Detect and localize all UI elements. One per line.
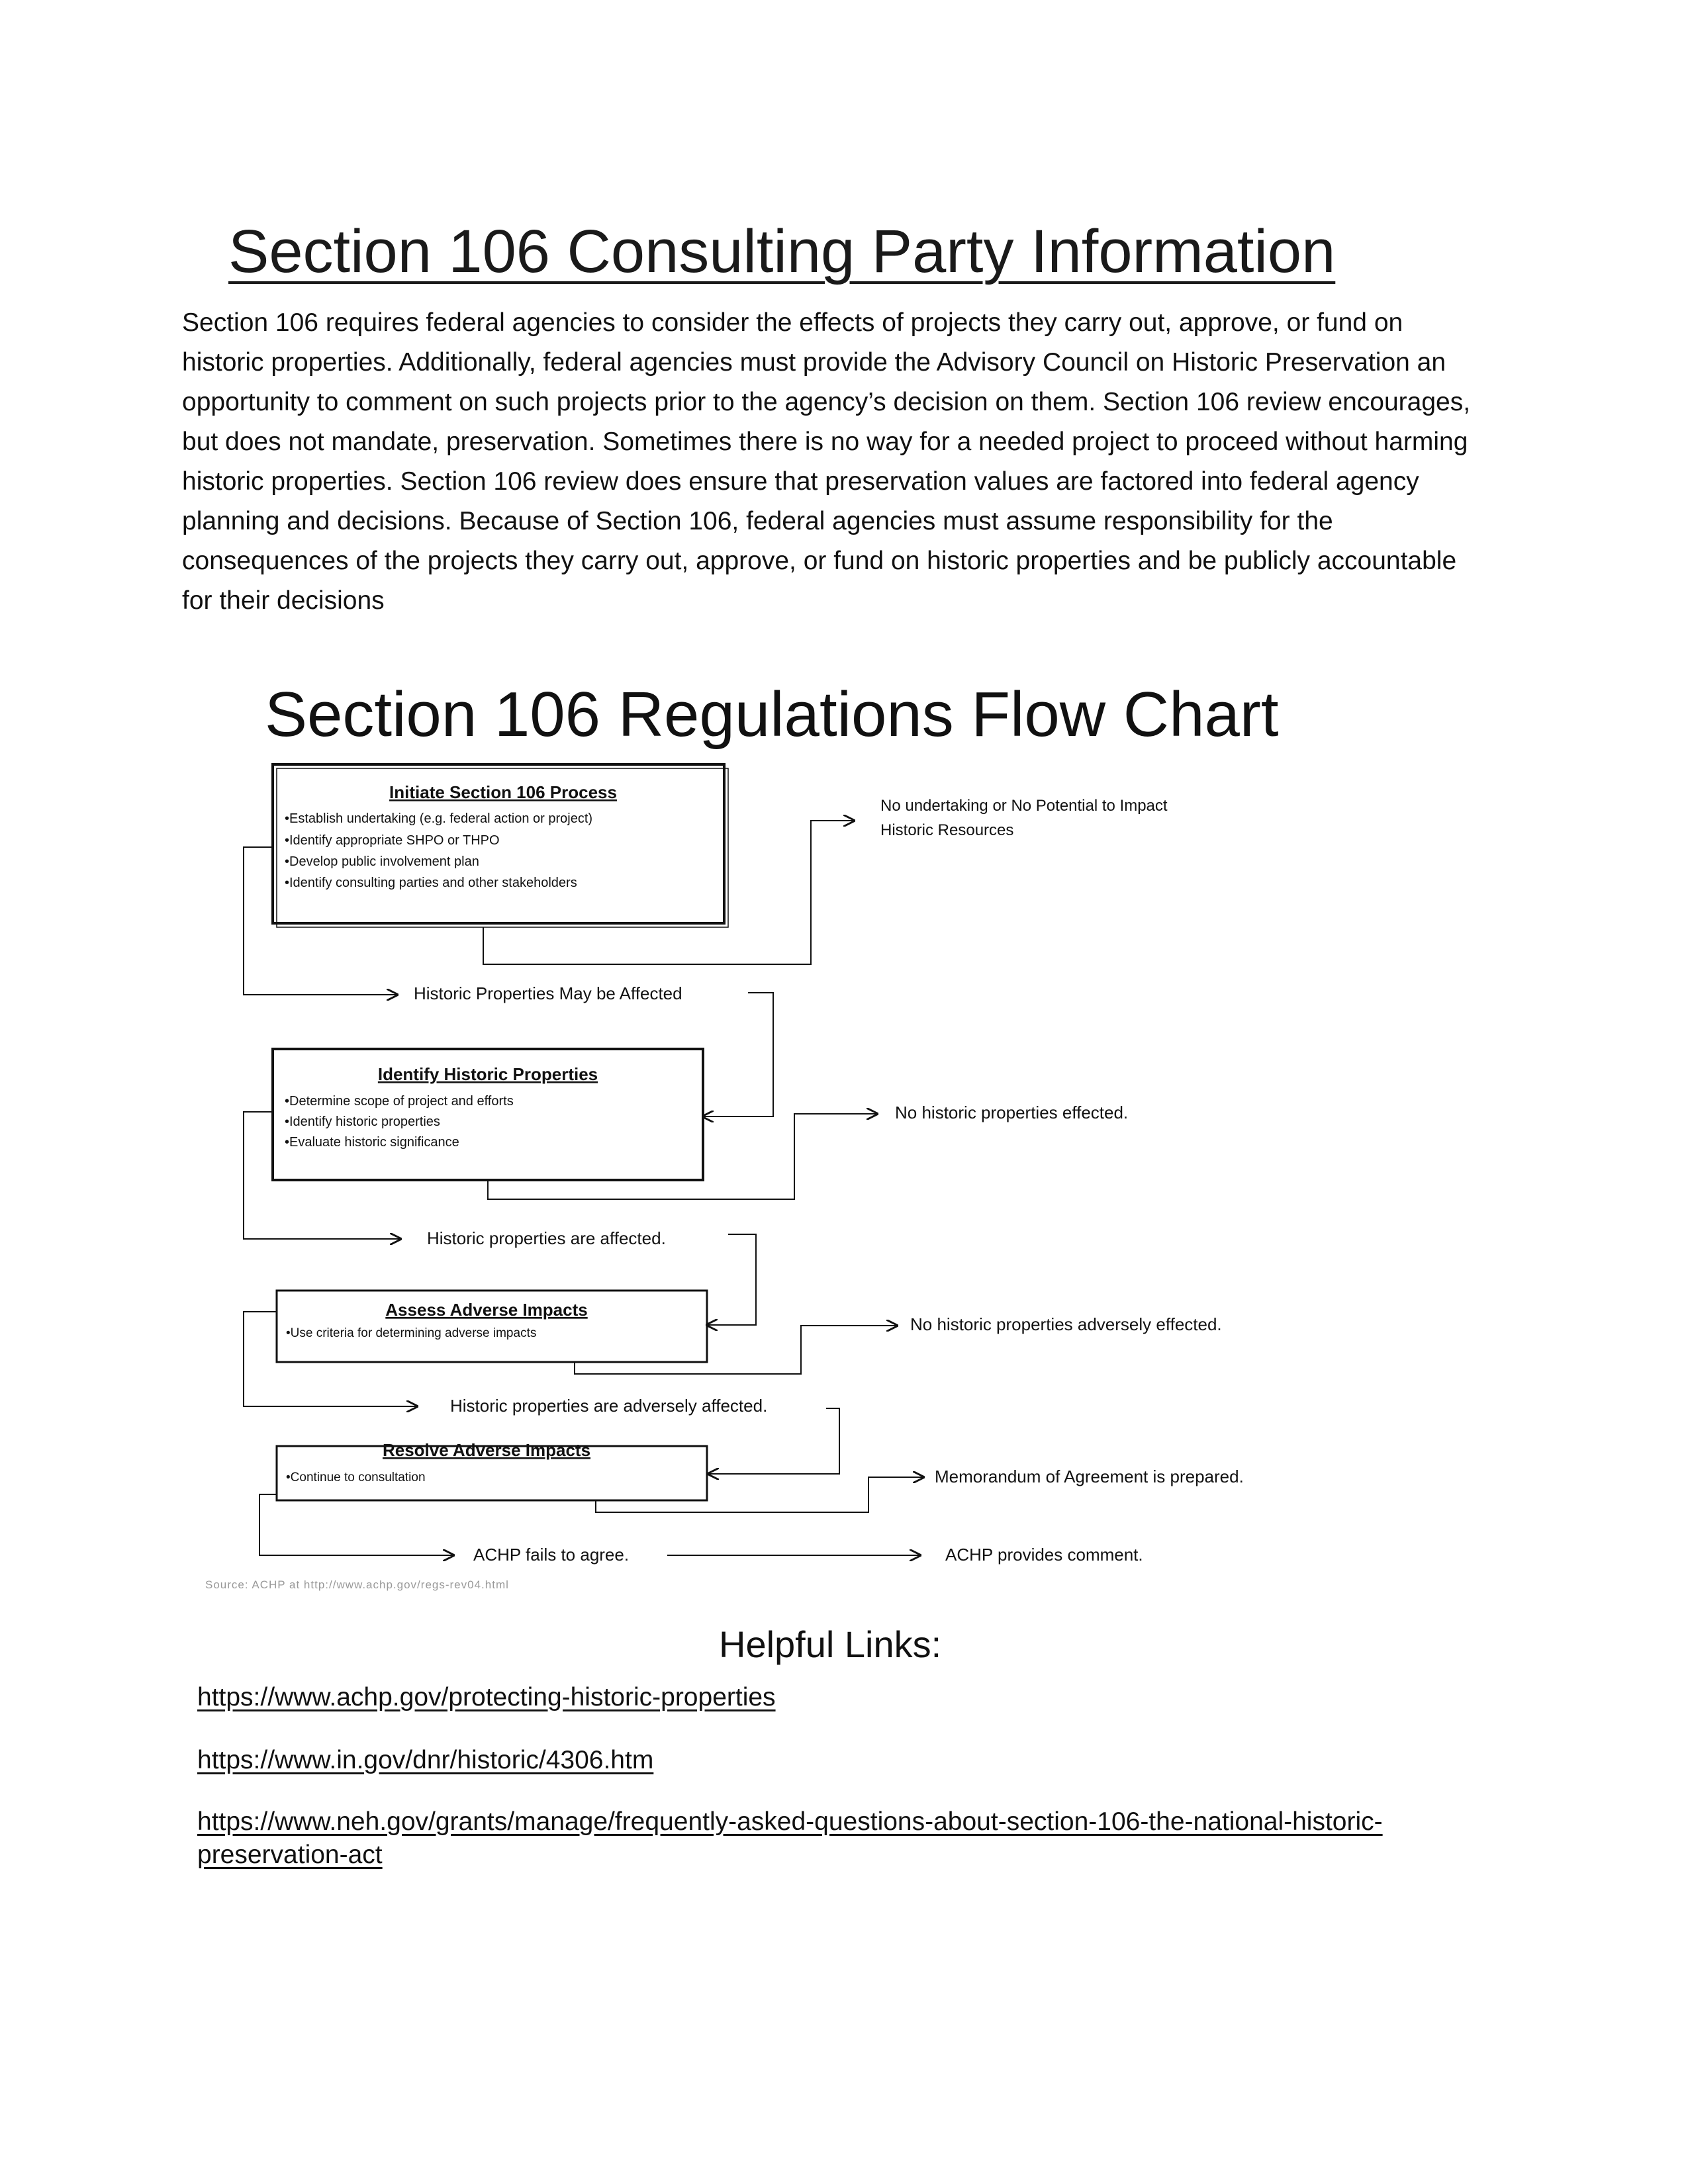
outcome-achp-comment: ACHP provides comment. <box>945 1545 1143 1565</box>
helpful-link-neh[interactable]: https://www.neh.gov/grants/manage/frequently-asked-questions-about-section-106-the-national-historic-preservation-act <box>197 1807 1383 1869</box>
outcome-may-be-affected: Historic Properties May be Affected <box>414 983 682 1003</box>
section-106-flow-chart <box>199 748 1523 1602</box>
connector-line <box>703 993 773 1116</box>
intro-paragraph: Section 106 requires federal agencies to consider the effects of projects they carry out, approve, or fund on historic properties. Additionally, federal agencies must provide the Advisory Council on Historic Preservation an opportunity to comment on such projects prior to the agency’s decision on them. Section 106 review encourages, but does not mandate, preservation. Sometimes there is no way for a needed project to proceed without harming historic properties. Section 106 review does ensure that preservation values are factored into federal agency planning and decisions. Because of Section 106, federal agencies must assume responsibility for the consequences of the projects they carry out, approve, or fund on historic properties and be publicly accountable for their decisions <box>182 308 1471 615</box>
connector-line <box>488 1114 877 1199</box>
step-bullet: •Identify historic properties <box>285 1115 440 1129</box>
step-bullet: •Use criteria for determining adverse impacts <box>286 1326 537 1340</box>
step-bullet: •Evaluate historic significance <box>285 1135 459 1150</box>
helpful-link-achp[interactable]: https://www.achp.gov/protecting-historic-properties <box>197 1683 776 1711</box>
step-bullet: •Identify consulting parties and other stakeholders <box>285 876 577 890</box>
outcome-no-properties-effected: No historic properties effected. <box>895 1103 1129 1122</box>
connector-line <box>244 847 397 995</box>
step-bullet: •Establish undertaking (e.g. federal action or project) <box>285 811 593 826</box>
connector-line <box>483 821 854 964</box>
outcome-are-affected: Historic properties are affected. <box>427 1228 666 1248</box>
step-heading-initiate: Initiate Section 106 Process <box>389 782 617 802</box>
page-title: Section 106 Consulting Party Information <box>228 218 1336 285</box>
step-bullet: •Identify appropriate SHPO or THPO <box>285 833 500 848</box>
connector-line <box>596 1477 923 1512</box>
outcome-adversely-affected: Historic properties are adversely affected. <box>450 1396 768 1416</box>
connector-line <box>707 1234 756 1325</box>
step-bullet: •Continue to consultation <box>286 1471 426 1484</box>
step-bullet: •Develop public involvement plan <box>285 854 479 869</box>
outcome-not-adversely-effected: No historic properties adversely effected. <box>910 1314 1222 1334</box>
outcome-moa-prepared: Memorandum of Agreement is prepared. <box>935 1467 1244 1486</box>
connector-line <box>708 1408 839 1474</box>
flow-chart-source-note: Source: ACHP at http://www.achp.gov/regs-rev04.html <box>205 1578 509 1591</box>
step-bullet: •Determine scope of project and efforts <box>285 1094 514 1109</box>
outcome-no-undertaking-line2: Historic Resources <box>880 821 1014 839</box>
connector-line <box>244 1112 400 1239</box>
step-heading-identify: Identify Historic Properties <box>377 1064 598 1084</box>
outcome-no-undertaking-line1: No undertaking or No Potential to Impact <box>880 797 1168 815</box>
step-heading-resolve: Resolve Adverse Impacts <box>382 1440 591 1460</box>
helpful-links-heading: Helpful Links: <box>719 1623 942 1665</box>
helpful-link-in-dnr[interactable]: https://www.in.gov/dnr/historic/4306.htm <box>197 1746 654 1774</box>
outcome-achp-fails: ACHP fails to agree. <box>473 1545 630 1565</box>
connector-line <box>259 1494 453 1555</box>
step-heading-assess: Assess Adverse Impacts <box>385 1300 588 1320</box>
connector-line <box>575 1326 897 1374</box>
flow-chart-title: Section 106 Regulations Flow Chart <box>265 679 1279 750</box>
